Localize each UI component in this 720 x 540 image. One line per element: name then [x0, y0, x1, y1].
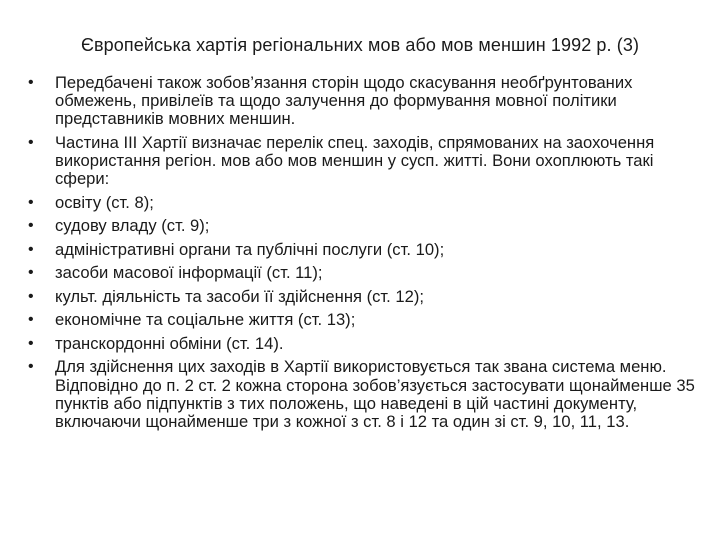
- bullet-marker: •: [28, 334, 34, 352]
- bullet-text: Частина ІІІ Хартії визначає перелік спец. заходів, спрямованих на заохочення використання регіон. мов або мов меншин у сусп. житті. Вони охоплюють такі сфери:: [55, 132, 655, 189]
- bullet-item: [28, 241, 700, 265]
- bullet-item: [28, 134, 700, 194]
- bullet-text: Для здійснення цих заходів в Хартії використовується так звана система меню. Відповідно до п. 2 ст. 2 кожна сторона зобов’язується застосувати щонайменше 35 пунктів або підпунктів з тих положень, що наведені в цій частині документу, включаючи щонайменше три з кожної з ст. 8 і 12 та один зі ст. 9, 10, 11, 13.: [55, 357, 695, 431]
- bullet-text: економічне та соціальне життя (ст. 13);: [55, 310, 356, 330]
- bullet-item: [28, 335, 700, 359]
- bullet-text: транскордонні обміни (ст. 14).: [55, 333, 284, 353]
- bullet-marker: •: [28, 74, 34, 91]
- bullet-text: культ. діяльність та засоби її здійснення (ст. 12);: [55, 286, 424, 306]
- bullet-text: судову владу (ст. 9);: [55, 216, 210, 236]
- bullet-marker: •: [28, 217, 34, 235]
- bullet-item: [28, 74, 700, 134]
- bullet-text: засоби масової інформації (ст. 11);: [55, 263, 323, 283]
- slide-title: Європейська хартія регіональних мов або мов меншин 1992 р. (3): [80, 35, 640, 55]
- bullet-marker: •: [28, 193, 34, 211]
- bullet-text: адміністративні органи та публічні послуги (ст. 10);: [55, 239, 445, 259]
- bullet-marker: •: [28, 358, 34, 376]
- bullet-marker: •: [28, 240, 34, 258]
- bullet-item: [28, 194, 700, 218]
- bullet-item: [28, 264, 700, 288]
- bullet-marker: •: [28, 133, 34, 151]
- bullet-item: [28, 311, 700, 335]
- bullet-item: [28, 288, 700, 312]
- bullet-item: [28, 217, 700, 241]
- bullet-list: [28, 74, 700, 436]
- bullet-marker: •: [28, 264, 34, 282]
- bullet-item: [28, 358, 700, 436]
- bullet-marker: •: [28, 311, 34, 329]
- bullet-marker: •: [28, 287, 34, 305]
- bullet-text: Передбачені також зобов’язання сторін щодо скасування необґрунтованих обмежень, привілеїв та щодо залучення до формування мовної політики представників мовних меншин.: [55, 73, 633, 129]
- bullet-text: освіту (ст. 8);: [55, 192, 154, 212]
